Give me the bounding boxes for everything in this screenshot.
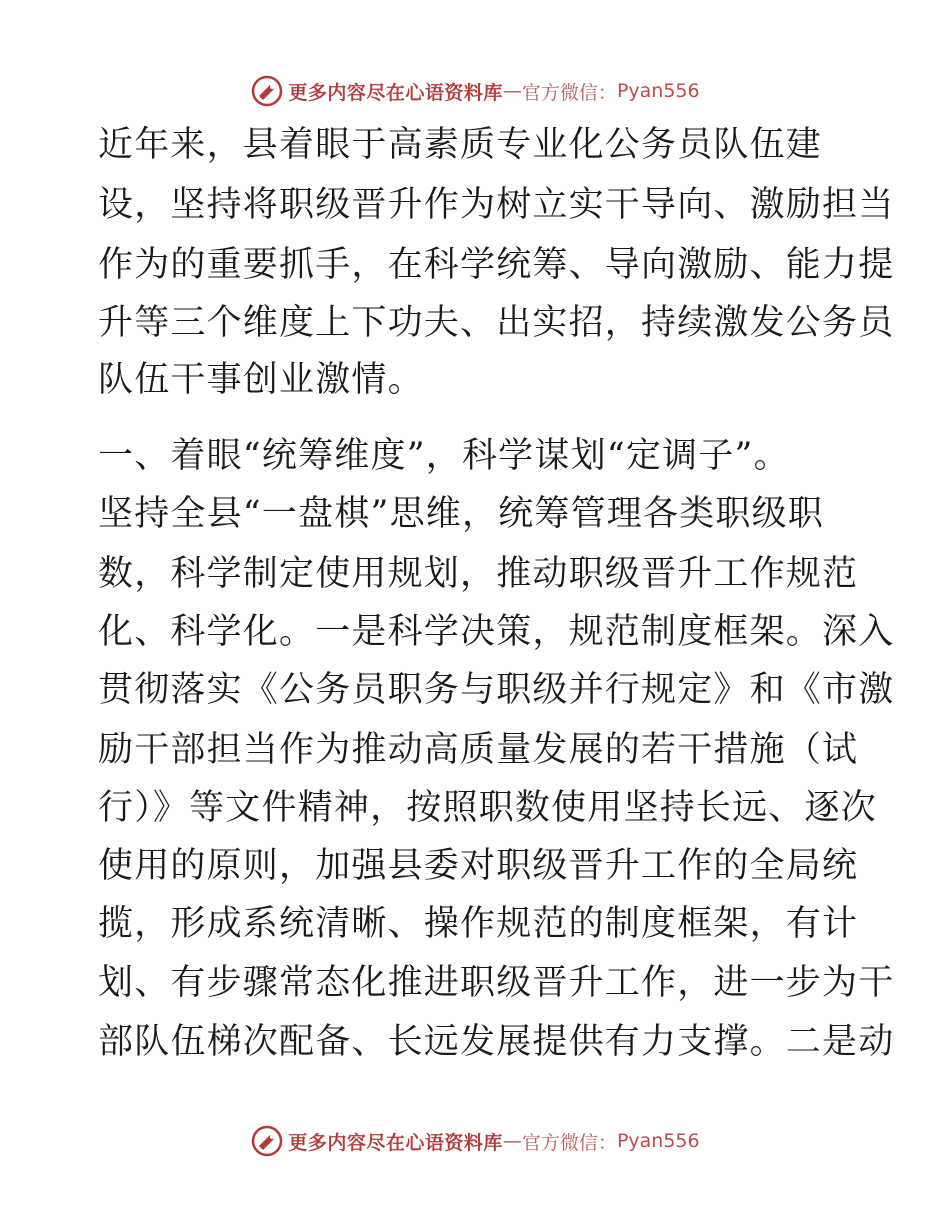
body-line: 部队伍梯次配备、长远发展提供有力支撑。二是动 [98, 1022, 895, 1062]
watermark-main-text: 更多内容尽在心语资料库 [288, 81, 503, 104]
body-line: 坚持全县“一盘棋”思维，统筹管理各类职级职 [98, 494, 824, 534]
body-line: 贯彻落实《公务员职务与职级并行规定》和《市激 [98, 670, 895, 710]
body-line: 励干部担当作为推动高质量发展的若干措施（试 [98, 730, 859, 770]
body-line: 行）》等文件精神，按照职数使用坚持长远、逐次 [98, 788, 877, 828]
body-line: 设，坚持将职级晋升作为树立实干导向、激励担当 [98, 185, 895, 225]
watermark-wechat-id: Pyan556 [616, 80, 700, 102]
body-line: 升等三个维度上下功夫、出实招，持续激发公务员 [98, 303, 895, 343]
body-line: 数，科学制定使用规划，推动职级晋升工作规范 [98, 554, 859, 594]
body-line: 揽，形成系统清晰、操作规范的制度框架，有计 [98, 904, 859, 944]
body-line: 划、有步骤常态化推进职级晋升工作，进一步为干 [98, 963, 895, 1003]
header-watermark [0, 74, 950, 108]
body-line: 一、着眼“统筹维度”，科学谋划“定调子”。 [98, 436, 790, 476]
body-line: 近年来，县着眼于高素质专业化公务员队伍建 [98, 125, 823, 165]
body-line: 队伍干事创业激情。 [98, 360, 424, 400]
watermark-main-text: 更多内容尽在心语资料库 [288, 1131, 503, 1154]
watermark-sub-text: 官方微信： [521, 1131, 617, 1154]
watermark-logo-icon [250, 74, 284, 108]
watermark-logo-icon [250, 1124, 284, 1158]
footer-watermark [0, 1124, 950, 1158]
watermark-separator: — [502, 80, 522, 102]
watermark-separator: — [502, 1130, 522, 1152]
body-line: 作为的重要抓手，在科学统筹、导向激励、能力提 [98, 245, 895, 285]
watermark-wechat-id: Pyan556 [616, 1130, 700, 1152]
body-line: 使用的原则，加强县委对职级晋升工作的全局统 [98, 846, 859, 886]
watermark-sub-text: 官方微信： [521, 81, 617, 104]
body-line: 化、科学化。一是科学决策，规范制度框架。深入 [98, 612, 895, 652]
